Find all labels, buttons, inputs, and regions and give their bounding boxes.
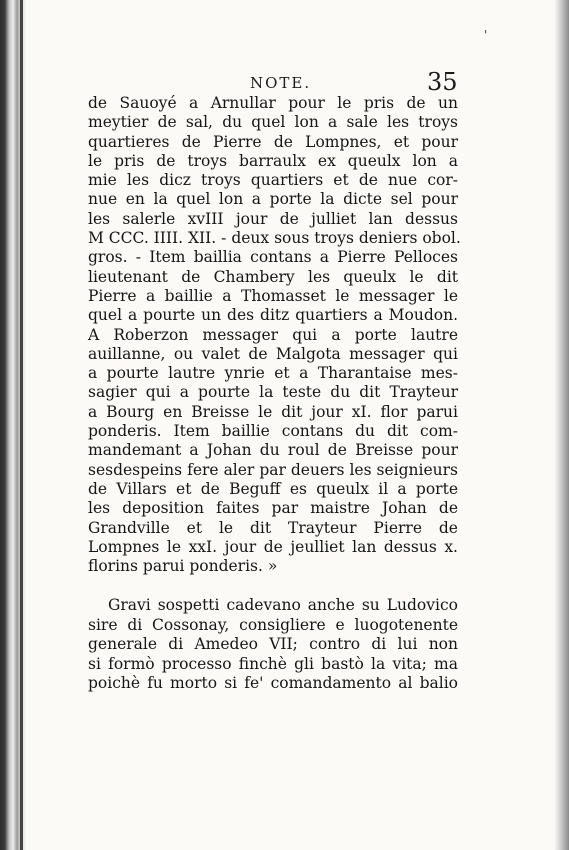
text-line: florins parui ponderis. » [88, 557, 278, 576]
quote-paragraph [88, 94, 461, 576]
text-line: generale di Amedeo VII; contro di lui non [88, 635, 458, 654]
text-line: M CCC. IIII. XII. - deux sous troys deniers obol. [88, 229, 461, 248]
text-line: mie les dicz troys quartiers et de nue cor- [88, 171, 458, 190]
text-line: les salerle xvIII jour de julliet lan dessus [88, 209, 458, 228]
text-line: auillanne, ou valet de Malgota messager qui [88, 344, 458, 363]
text-line: sagier qui a pourte la teste du dit Trayteur [88, 383, 458, 402]
running-head-title: NOTE. [250, 74, 312, 92]
text-line: les deposition faites par maistre Johan de [88, 499, 458, 518]
text-line: quartieres de Pierre de Lompnes, et pour [88, 132, 458, 151]
text-line: poichè fu morto si fe' comandamento al balio [88, 674, 458, 693]
text-line: si formò processo finchè gli bastò la vita; ma [88, 654, 458, 673]
text-line: quel a pourte un des ditz quartiers a Moudon. [88, 306, 458, 325]
text-line: a pourte lautre ynrie et a Tharantaise mes- [88, 364, 458, 383]
text-line: a Bourg en Breisse le dit jour xI. flor parui [88, 402, 458, 421]
page-number: 35 [427, 68, 458, 96]
text-line: meytier de sal, du quel lon a sale les troys [88, 113, 458, 132]
text-line: lieutenant de Chambery les queulx le dit [88, 267, 458, 286]
text-line: sesdespeins fere aler par deuers les seignieurs [88, 460, 458, 479]
text-line: Gravi sospetti cadevano anche su Ludovico [108, 596, 458, 614]
text-line: le pris de troys barraulx ex queulx lon a [88, 151, 458, 170]
text-line: mandemant a Johan du roul de Breisse pour [88, 441, 458, 460]
text-line: Grandville et le dit Trayteur Pierre de [88, 518, 458, 537]
text-line: gros. - Item baillia contans a Pierre Pelloces [88, 248, 458, 267]
binding-shadow [20, 0, 23, 850]
page-right-edge [555, 0, 569, 850]
text-line: sire di Cossonay, consigliere e luogotenente [88, 615, 458, 634]
italian-paragraph [88, 596, 458, 694]
text-line: de Sauoyé a Arnullar pour le pris de un [88, 94, 458, 112]
text-line: Pierre a baillie a Thomasset le messager le [88, 286, 458, 305]
corner-mark: ' [484, 28, 488, 42]
text-line: A Roberzon messager qui a porte lautre [88, 325, 458, 344]
text-line: nue en la quel lon a porte la dicte sel pour [88, 190, 458, 209]
text-line: de Villars et de Beguff es queulx il a porte [88, 479, 458, 498]
text-line: ponderis. Item baillie contans du dit com- [88, 422, 458, 441]
text-line: Lompnes le xxI. jour de jeulliet lan dessus x. [88, 537, 458, 556]
